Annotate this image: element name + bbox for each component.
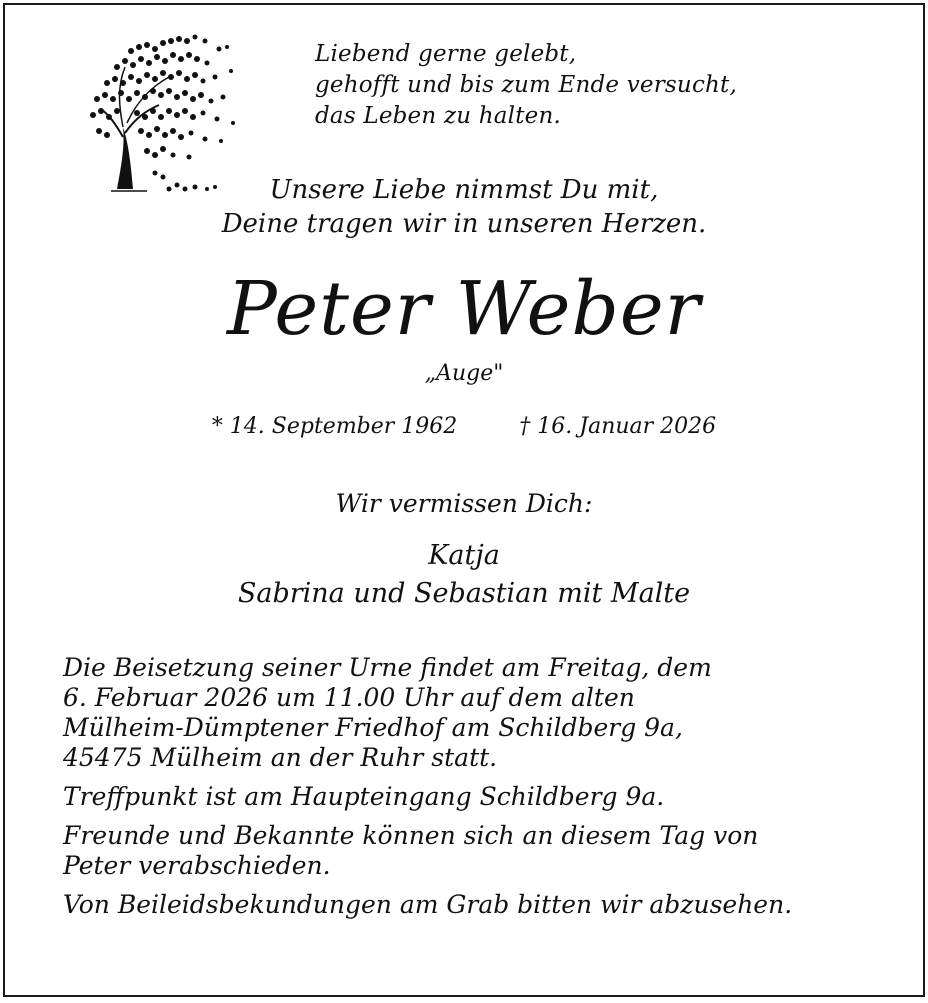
burial-paragraph: [63, 653, 893, 773]
deceased-name: Peter Weber: [226, 266, 702, 352]
deceased-nickname: „Auge": [424, 361, 504, 386]
love-verse: [5, 173, 923, 241]
burial-line: 6. Februar 2026 um 11.00 Uhr auf dem alten: [63, 683, 635, 712]
motto-line: Liebend gerne gelebt,: [315, 41, 577, 67]
burial-line: Mülheim-Dümptener Friedhof am Schildberg 9a,: [63, 713, 683, 742]
farewell-paragraph: [63, 821, 893, 881]
farewell-line: Peter verabschieden.: [63, 851, 331, 880]
motto-line: gehofft und bis zum Ende versucht,: [315, 72, 737, 98]
meeting-paragraph: [63, 782, 893, 812]
mourner-name: Sabrina und Sebastian mit Malte: [237, 578, 691, 609]
motto-verse: [315, 39, 737, 132]
birth-date: * 14. September 1962: [211, 414, 458, 439]
burial-line: Die Beisetzung seiner Urne findet am Freitag, dem: [63, 653, 712, 682]
love-line: Deine tragen wir in unseren Herzen.: [221, 209, 707, 239]
burial-line: 45475 Mülheim an der Ruhr statt.: [63, 743, 498, 772]
obituary-notice: [3, 3, 925, 997]
mourners-list: [5, 537, 923, 613]
mourner-name: Katja: [428, 540, 500, 571]
life-dates: [5, 411, 923, 443]
funeral-information: [63, 653, 893, 929]
love-line: Unsere Liebe nimmst Du mit,: [269, 175, 659, 205]
motto-line: das Leben zu halten.: [315, 103, 561, 129]
meeting-line: Treffpunkt ist am Haupteingang Schildberg 9a.: [63, 782, 665, 811]
farewell-line: Freunde und Bekannte können sich an diesem Tag von: [63, 821, 759, 850]
mourners-intro: Wir vermissen Dich:: [335, 489, 593, 518]
death-date: † 16. Januar 2026: [519, 414, 717, 439]
condolence-paragraph: [63, 890, 893, 920]
condolence-line: Von Beileidsbekundungen am Grab bitten wir abzusehen.: [63, 890, 793, 919]
